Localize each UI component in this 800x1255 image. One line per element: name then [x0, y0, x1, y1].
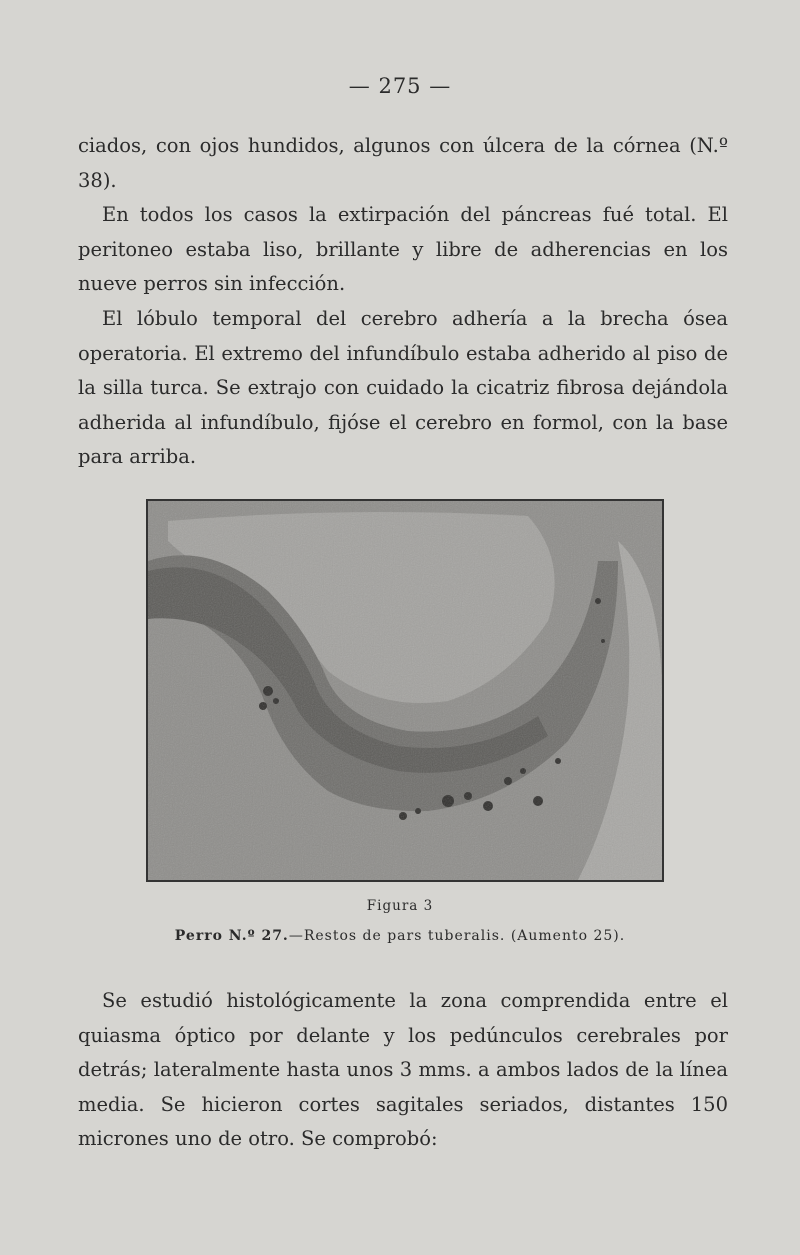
figure-label: Figura 3	[366, 898, 434, 914]
bottom-text-block	[78, 984, 728, 1157]
figure-micrograph	[146, 499, 664, 882]
caption-subject: Perro N.º 27.	[174, 928, 289, 944]
micrograph-image	[148, 501, 662, 880]
top-text-block	[78, 129, 728, 475]
figure-caption	[0, 928, 800, 944]
paragraph-continuation: ciados, con ojos hundidos, algunos con úlcera de la córnea (N.º 38).	[78, 134, 728, 192]
paragraph-pancreas: En todos los casos la extirpación del páncreas fué total. El peritoneo estaba liso, brillante y libre de adherencias en los nueve perros sin infección.	[78, 203, 728, 296]
paragraph-histology: Se estudió histológicamente la zona comprendida entre el quiasma óptico por delante y los pedúnculos cerebrales por detrás; lateralmente hasta unos 3 mms. a ambos lados de la línea media. Se hicieron cortes sagitales seriados, distantes 150 micrones uno de otro. Se comprobó:	[78, 989, 728, 1151]
page-number: — 275 —	[348, 74, 452, 98]
caption-text: —Restos de pars tuberalis. (Aumento 25).	[288, 928, 626, 944]
paragraph-temporal-lobe: El lóbulo temporal del cerebro adhería a la brecha ósea operatoria. El extremo del infundíbulo estaba adherido al piso de la silla turca. Se extrajo con cuidado la cicatriz fibrosa dejándola adherida al infundíbulo, fijóse el cerebro en formol, con la base para arriba.	[78, 306, 728, 469]
